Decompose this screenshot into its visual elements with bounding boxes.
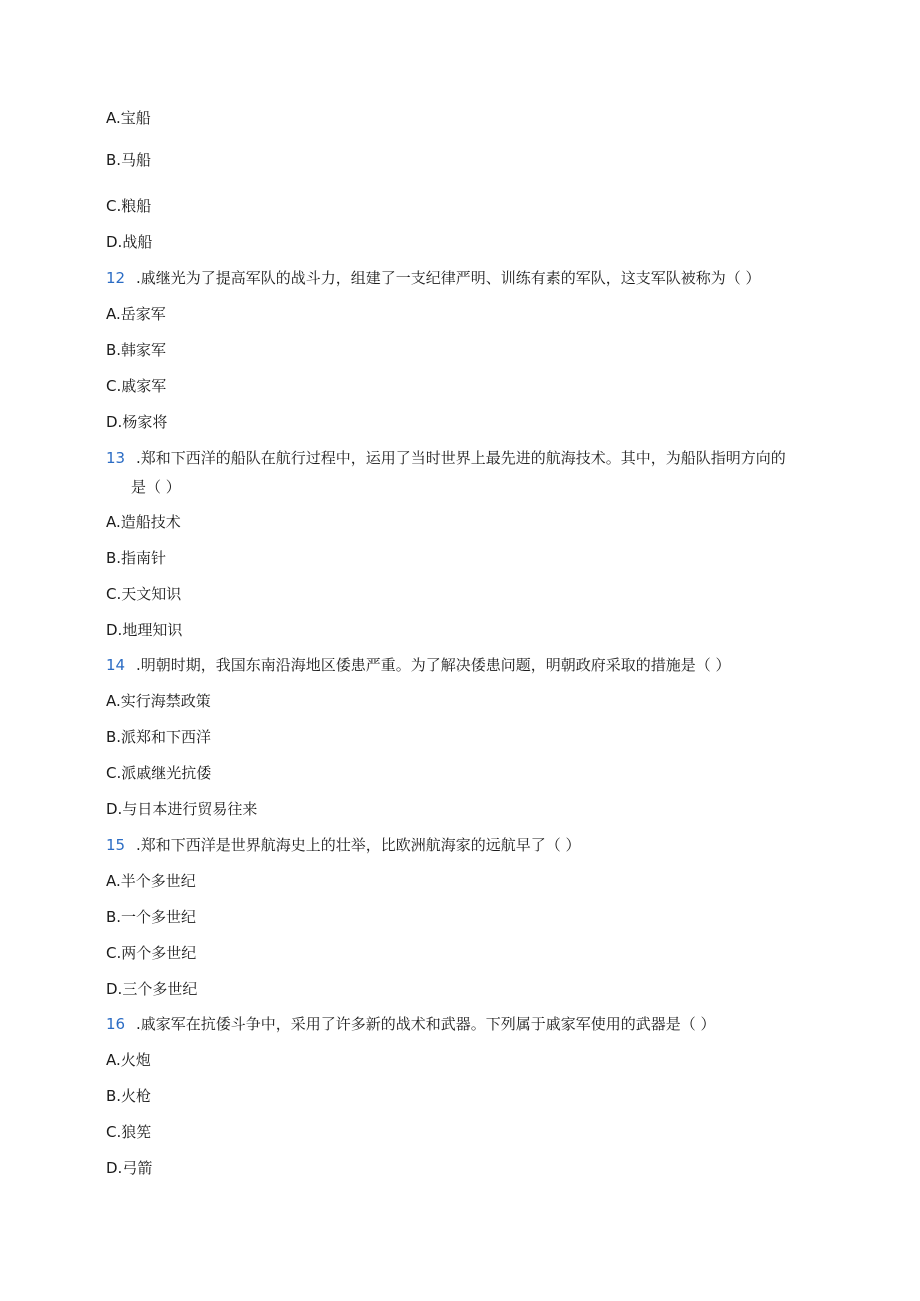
option-b-q12: B.韩家军: [106, 341, 167, 359]
option-a-q12: A.岳家军: [106, 305, 166, 323]
question-text: .戚家军在抗倭斗争中，采用了许多新的战术和武器。下列属于戚家军使用的武器是（ ）: [136, 1015, 716, 1033]
question-number: 14: [106, 656, 126, 674]
question-13: [106, 448, 786, 468]
option-b-q14: B.派郑和下西洋: [106, 728, 212, 746]
option-b-q16: B.火枪: [106, 1087, 152, 1105]
option-d-q13: D.地理知识: [106, 621, 183, 639]
question-15: [106, 835, 581, 855]
question-16: [106, 1014, 716, 1034]
question-text: .明朝时期，我国东南沿海地区倭患严重。为了解决倭患问题，明朝政府采取的措施是（ ）: [136, 656, 731, 674]
option-b-q15: B.一个多世纪: [106, 908, 197, 926]
option-a-q15: A.半个多世纪: [106, 872, 196, 890]
option-c-q11: C.粮船: [106, 197, 152, 215]
question-text: .郑和下西洋的船队在航行过程中，运用了当时世界上最先进的航海技术。其中，为船队指明方向的: [136, 449, 786, 467]
question-number: 16: [106, 1015, 126, 1033]
option-b-q11: B.马船: [106, 151, 152, 169]
option-a-q13: A.造船技术: [106, 513, 181, 531]
question-number: 13: [106, 449, 126, 467]
option-a-q16: A.火炮: [106, 1051, 151, 1069]
option-d-q11: D.战船: [106, 233, 153, 251]
option-c-q14: C.派戚继光抗倭: [106, 764, 212, 782]
option-c-q15: C.两个多世纪: [106, 944, 197, 962]
question-text: .戚继光为了提高军队的战斗力，组建了一支纪律严明、训练有素的军队，这支军队被称为（ ）: [136, 269, 761, 287]
question-number: 15: [106, 836, 126, 854]
option-d-q16: D.弓箭: [106, 1159, 153, 1177]
option-d-q12: D.杨家将: [106, 413, 168, 431]
option-c-q13: C.天文知识: [106, 585, 182, 603]
question-13-continuation: 是（ ）: [131, 478, 181, 496]
option-d-q14: D.与日本进行贸易往来: [106, 800, 258, 818]
option-d-q15: D.三个多世纪: [106, 980, 198, 998]
option-c-q16: C.狼筅: [106, 1123, 152, 1141]
option-a-q14: A.实行海禁政策: [106, 692, 211, 710]
question-14: [106, 655, 731, 675]
question-12: [106, 268, 761, 288]
option-b-q13: B.指南针: [106, 549, 167, 567]
option-a-q11: A.宝船: [106, 109, 151, 127]
question-text: .郑和下西洋是世界航海史上的壮举，比欧洲航海家的远航早了（ ）: [136, 836, 581, 854]
question-number: 12: [106, 269, 126, 287]
option-c-q12: C.戚家军: [106, 377, 167, 395]
